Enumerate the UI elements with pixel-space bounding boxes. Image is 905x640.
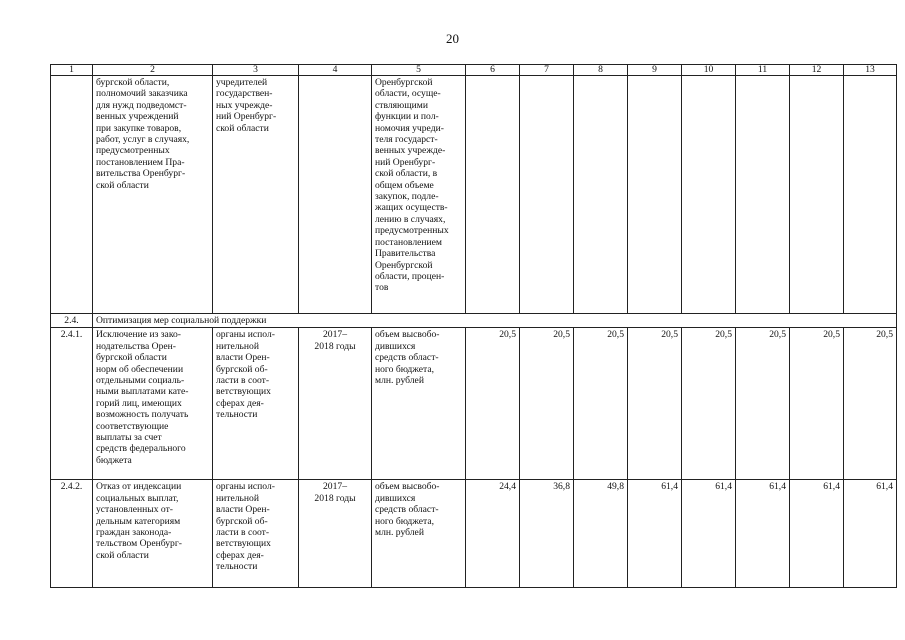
section-title: Оптимизация мер социальной поддержки — [93, 314, 897, 328]
cell-line: тельством Оренбург- — [96, 538, 182, 550]
cell-line: тов — [375, 282, 389, 294]
cell-line: области, осуще- — [375, 88, 441, 100]
cell-line: бургской области, — [96, 77, 170, 88]
cell-line: постановлением — [375, 236, 442, 248]
value-cell-10: 61,4 — [682, 480, 736, 588]
cell-line: сферах дея- — [216, 549, 264, 561]
cell-line: Оренбургской — [375, 77, 433, 88]
cell-line: объем высвобо- — [375, 329, 440, 341]
cell-line: ской области — [96, 549, 149, 561]
cell-line: при закупке товаров, — [96, 122, 182, 134]
cell-line: области, процен- — [375, 270, 445, 282]
period-cell — [299, 328, 372, 480]
value-cell-8: 49,8 — [574, 480, 628, 588]
cell-line: полномочий заказчика — [96, 88, 188, 100]
value-cell-7 — [520, 76, 574, 314]
cell-line: дельным категориям — [96, 515, 181, 527]
cell-line: общем объеме — [375, 179, 434, 191]
column-number-5: 5 — [372, 65, 466, 76]
cell-line: граждан законода- — [96, 527, 172, 539]
cell-line: предусмотренных — [96, 145, 170, 157]
measures-table — [50, 64, 897, 588]
measure-cell — [93, 76, 213, 314]
value-cell-9: 20,5 — [628, 328, 682, 480]
section-row — [51, 314, 897, 328]
cell-line: нительной — [216, 492, 259, 504]
cell-line: Исключение из зако- — [96, 329, 181, 341]
cell-line: средств федерального — [96, 443, 186, 455]
cell-line: бургской об- — [216, 515, 268, 527]
value-cell-10: 20,5 — [682, 328, 736, 480]
cell-line: горий лиц, имеющих — [96, 397, 182, 409]
column-number-4: 4 — [299, 65, 372, 76]
value-cell-13: 20,5 — [844, 328, 897, 480]
cell-line: дившихся — [375, 492, 416, 504]
cell-line: государствен- — [216, 88, 273, 100]
value-cell-6 — [466, 76, 520, 314]
cell-line: теля государст- — [375, 134, 438, 146]
cell-line: органы испол- — [216, 481, 275, 493]
cell-line: органы испол- — [216, 329, 275, 341]
cell-line: закупок, подле- — [375, 191, 439, 203]
cell-line: средств област- — [375, 504, 439, 516]
column-number-11: 11 — [736, 65, 790, 76]
cell-line: вительства Оренбург- — [96, 168, 186, 180]
cell-line: возможность получать — [96, 409, 189, 421]
cell-line: ных учрежде- — [216, 99, 273, 111]
row-number-cell: 2.4. — [51, 314, 93, 328]
value-cell-11 — [736, 76, 790, 314]
value-cell-7: 20,5 — [520, 328, 574, 480]
cell-line: Отказ от индексации — [96, 481, 182, 493]
cell-line: 2017– — [323, 481, 347, 493]
period-cell — [299, 480, 372, 588]
value-cell-9: 61,4 — [628, 480, 682, 588]
indicator-cell — [372, 76, 466, 314]
value-cell-9 — [628, 76, 682, 314]
cell-line: Оренбургской — [375, 259, 433, 271]
cell-line: для нужд подведомст- — [96, 99, 187, 111]
cell-line: венных учреждений — [96, 111, 179, 123]
measure-cell — [93, 328, 213, 480]
cell-line: ласти в соот- — [216, 375, 270, 387]
cell-line: млн. рублей — [375, 375, 424, 387]
executor-cell — [213, 76, 299, 314]
cell-line: ласти в соот- — [216, 527, 270, 539]
cell-line: норм об обеспечении — [96, 363, 184, 375]
table-row — [51, 76, 897, 314]
cell-line: 2018 годы — [314, 340, 356, 352]
column-number-2: 2 — [93, 65, 213, 76]
cell-line: социальных выплат, — [96, 492, 179, 504]
executor-cell — [213, 328, 299, 480]
cell-line: дившихся — [375, 340, 416, 352]
table-header-row — [51, 65, 897, 76]
cell-line: тельности — [216, 409, 258, 421]
indicator-cell — [372, 328, 466, 480]
cell-line: 2017– — [323, 329, 347, 341]
value-cell-13 — [844, 76, 897, 314]
cell-line: ний Оренбург- — [375, 156, 436, 168]
row-number-cell: 2.4.1. — [51, 328, 93, 480]
cell-line: бюджета — [96, 454, 132, 466]
cell-line: бургской об- — [216, 363, 268, 375]
value-cell-12: 61,4 — [790, 480, 844, 588]
table-row — [51, 328, 897, 480]
cell-line: ного бюджета, — [375, 363, 434, 375]
column-number-6: 6 — [466, 65, 520, 76]
value-cell-10 — [682, 76, 736, 314]
page-number: 20 — [446, 31, 459, 46]
cell-line: ными выплатами кате- — [96, 386, 189, 398]
cell-line: установленных от- — [96, 504, 173, 516]
value-cell-12: 20,5 — [790, 328, 844, 480]
column-number-8: 8 — [574, 65, 628, 76]
cell-line: средств област- — [375, 352, 439, 364]
value-cell-11: 20,5 — [736, 328, 790, 480]
cell-line: ний Оренбург- — [216, 111, 277, 123]
cell-line: постановлением Пра- — [96, 156, 185, 168]
value-cell-7: 36,8 — [520, 480, 574, 588]
cell-line: объем высвобо- — [375, 481, 440, 493]
column-number-3: 3 — [213, 65, 299, 76]
cell-line: ской области, в — [375, 168, 438, 180]
cell-line: выплаты за счет — [96, 432, 162, 444]
value-cell-12 — [790, 76, 844, 314]
table-row — [51, 480, 897, 588]
column-number-12: 12 — [790, 65, 844, 76]
cell-line: соответствующие — [96, 420, 169, 432]
indicator-cell — [372, 480, 466, 588]
value-cell-6: 20,5 — [466, 328, 520, 480]
cell-line: ской области — [96, 179, 149, 191]
column-number-10: 10 — [682, 65, 736, 76]
value-cell-6: 24,4 — [466, 480, 520, 588]
cell-line: тельности — [216, 561, 258, 573]
cell-line: номочия учреди- — [375, 122, 444, 134]
cell-line: функции и пол- — [375, 111, 439, 123]
cell-line: нительной — [216, 340, 259, 352]
cell-line: Правительства — [375, 248, 436, 260]
cell-line: лению в случаях, — [375, 213, 446, 225]
cell-line: власти Орен- — [216, 504, 270, 516]
cell-line: отдельными социаль- — [96, 375, 185, 387]
measure-cell — [93, 480, 213, 588]
cell-line: власти Орен- — [216, 352, 270, 364]
row-number-cell: 2.4.2. — [51, 480, 93, 588]
value-cell-13: 61,4 — [844, 480, 897, 588]
cell-line: венных учрежде- — [375, 145, 446, 157]
value-cell-8 — [574, 76, 628, 314]
value-cell-11: 61,4 — [736, 480, 790, 588]
cell-line: нодательства Орен- — [96, 340, 176, 352]
cell-line: бургской области — [96, 352, 167, 364]
column-number-13: 13 — [844, 65, 897, 76]
cell-line: жащих осуществ- — [375, 202, 448, 214]
cell-line: сферах дея- — [216, 397, 264, 409]
row-number-cell — [51, 76, 93, 314]
period-cell — [299, 76, 372, 314]
cell-line: ного бюджета, — [375, 515, 434, 527]
cell-line: 2018 годы — [314, 492, 356, 504]
executor-cell — [213, 480, 299, 588]
cell-line: работ, услуг в случаях, — [96, 134, 190, 146]
cell-line: ветствующих — [216, 386, 271, 398]
cell-line: ской области — [216, 122, 269, 134]
cell-line: ветствующих — [216, 538, 271, 550]
value-cell-8: 20,5 — [574, 328, 628, 480]
column-number-9: 9 — [628, 65, 682, 76]
column-number-7: 7 — [520, 65, 574, 76]
cell-line: млн. рублей — [375, 527, 424, 539]
cell-line: учредителей — [216, 77, 268, 88]
column-number-1: 1 — [51, 65, 93, 76]
cell-line: ствляющими — [375, 99, 428, 111]
cell-line: предусмотренных — [375, 225, 449, 237]
